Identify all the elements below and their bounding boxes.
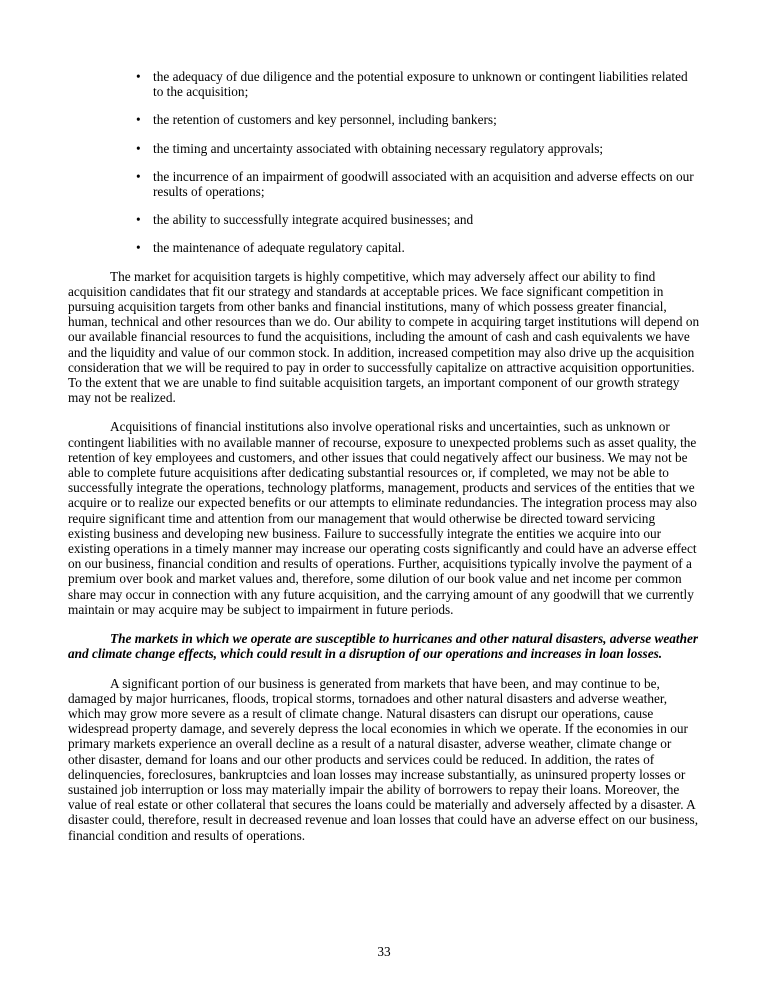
page-number: 33 (377, 944, 391, 959)
risk-factor-heading: The markets in which we operate are susceptible to hurricanes and other natural disasters, adverse weather and climate change effects, which could result in a disruption of our operations and increases in loan losses. (68, 631, 699, 662)
bullet-icon: • (136, 212, 141, 228)
bullet-text: the maintenance of adequate regulatory capital. (153, 240, 405, 256)
body-paragraph-competition: The market for acquisition targets is highly competitive, which may adversely affect our ability to find acquisition candidates that fit our strategy and standards at acceptable prices. We face significant competition in pursuing acquisition targets from other banks and financial institutions, many of which possess greater financial, human, technical and other resources than we do. Our ability to compete in acquiring target institutions will depend on our available financial resources to fund the acquisitions, including the amount of cash and cash equivalents we have and the liquidity and value of our common stock. In addition, increased competition may also drive up the acquisition consideration that we will be required to pay in order to successfully capitalize on attractive acquisition opportunities. To the extent that we are unable to find suitable acquisition targets, an important component of our growth strategy may not be realized. (68, 268, 700, 406)
bullet-text: the ability to successfully integrate acquired businesses; and (153, 212, 474, 228)
body-paragraph-natural-disasters: A significant portion of our business is generated from markets that have been, and may continue to be, damaged by major hurricanes, floods, tropical storms, tornadoes and other natural disasters and adverse weather, which may grow more severe as a result of climate change. Natural disasters can disrupt our operations, cause widespread property damage, and severely depress the local economies in which we operate. If the economies in our primary markets experience an overall decline as a result of a natural disaster, adverse weather, climate change or other disaster, demand for loans and our other products and services could be reduced. In addition, the rates of delinquencies, foreclosures, bankruptcies and loan losses may increase substantially, as uninsured property losses or sustained job interruption or loss may materially impair the ability of borrowers to repay their loans. Moreover, the value of real estate or other collateral that secures the loans could be materially and adversely affected by a disaster. A disaster could, therefore, result in decreased revenue and loan losses that could have an adverse effect on our business, financial condition and results of operations. (68, 675, 699, 843)
bullet-icon: • (136, 240, 141, 256)
risk-factors-bullet-list (68, 69, 700, 256)
bullet-item (68, 240, 700, 255)
body-paragraph-acquisition-risks: Acquisitions of financial institutions also involve operational risks and uncertainties, such as unknown or contingent liabilities with no available manner of recourse, exposure to unexpected problems such as asset quality, the retention of key employees and customers, and other issues that could negatively affect our business. We may not be able to complete future acquisitions after dedicating substantial resources or, if completed, we may not be able to successfully integrate the operations, technology platforms, management, products and services of the entities that we acquire or to realize our expected benefits or our attempts to eliminate redundancies. The integration process may also require significant time and attention from our management that would otherwise be directed toward servicing existing business and developing new business. Failure to successfully integrate the entities we acquire into our existing operations in a timely manner may increase our operating costs significantly and could have an adverse effect on our business, financial condition and results of operations. Further, acquisitions typically involve the payment of a premium over book and market values and, therefore, some dilution of our book value and net income per common share may occur in connection with any future acquisition, and the carrying amount of any goodwill that we currently maintain or may acquire may be subject to impairment in future periods. (68, 419, 697, 617)
bullet-item (68, 112, 700, 127)
bullet-icon: • (136, 140, 141, 156)
bullet-text: the adequacy of due diligence and the potential exposure to unknown or contingent liabilities related to the acquisition; (153, 69, 688, 100)
bullet-icon: • (136, 69, 141, 84)
bullet-item (68, 212, 700, 227)
bullet-icon: • (136, 168, 141, 184)
bullet-text: the timing and uncertainty associated with obtaining necessary regulatory approvals; (153, 140, 604, 156)
bullet-text: the retention of customers and key personnel, including bankers; (153, 112, 497, 128)
bullet-item (68, 69, 700, 99)
bullet-item (68, 169, 700, 199)
bullet-text: the incurrence of an impairment of goodwill associated with an acquisition and adverse effects on our results of operations; (153, 168, 694, 200)
bullet-icon: • (136, 112, 141, 128)
bullet-item (68, 141, 700, 156)
